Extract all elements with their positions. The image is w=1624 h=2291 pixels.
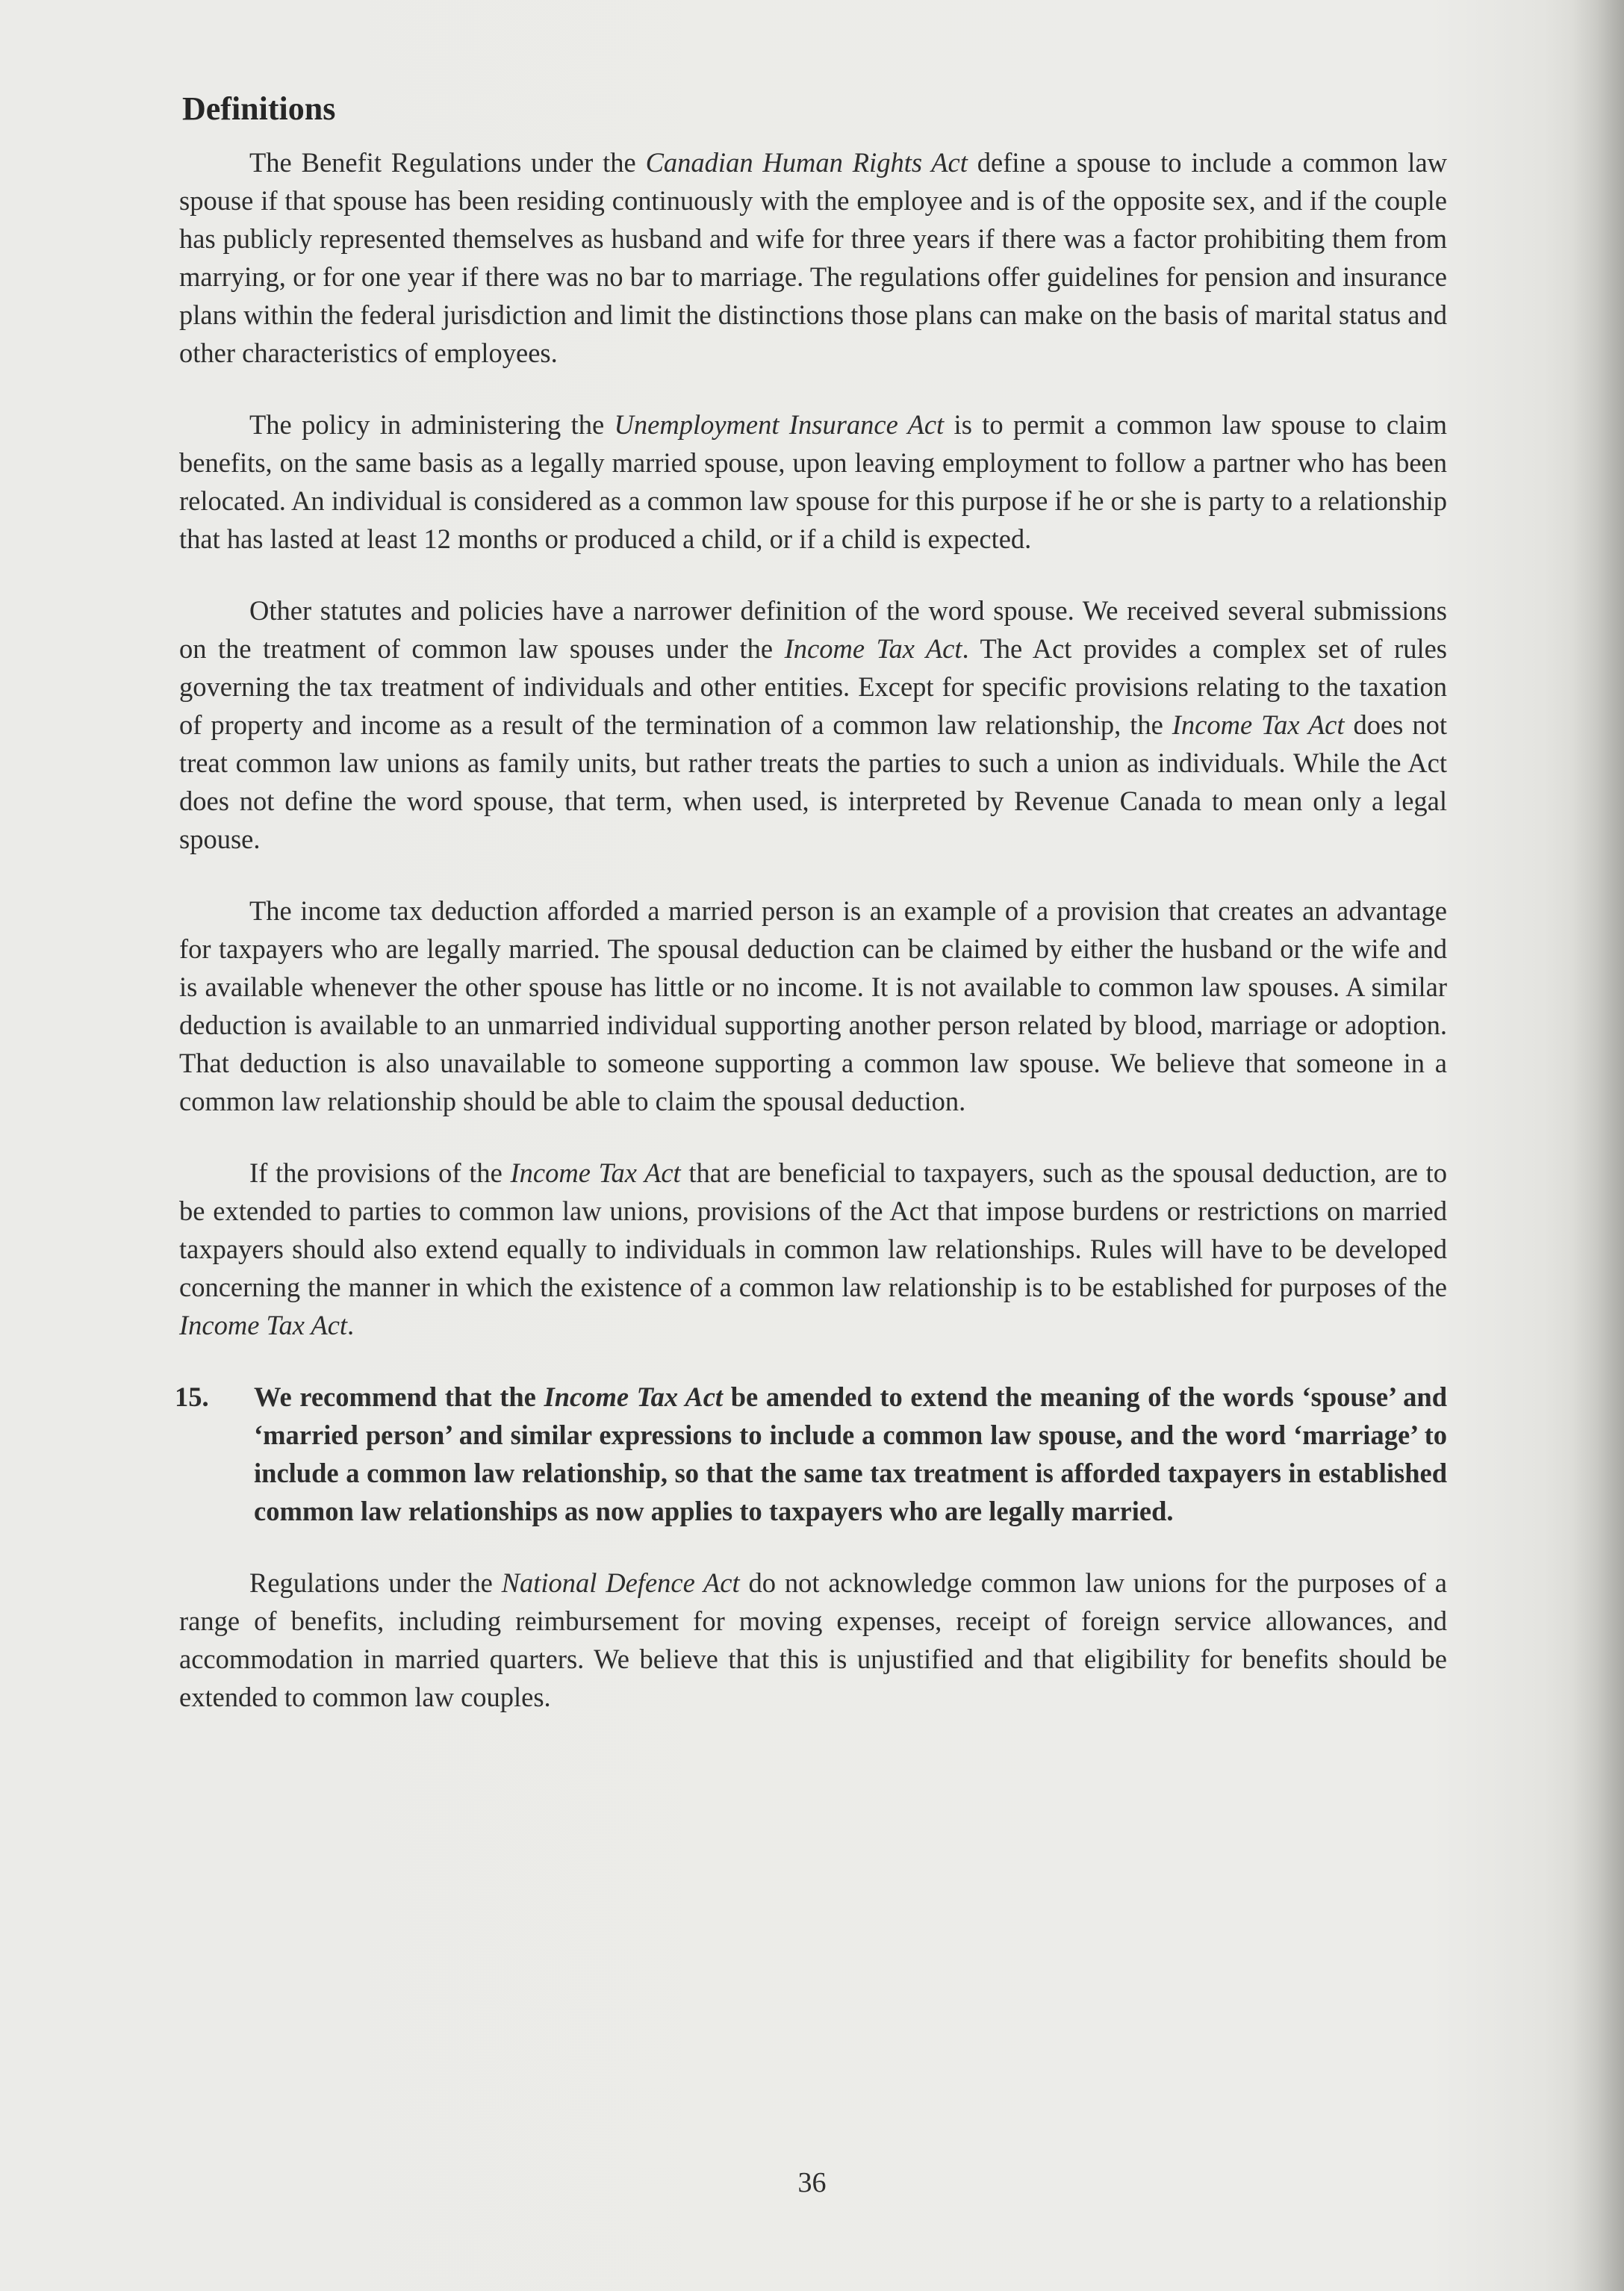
paragraph-beneficial-provisions bbox=[179, 1154, 1447, 1344]
text-run: We recommend that the bbox=[254, 1381, 544, 1412]
text-run: The income tax deduction afforded a married person is an example of a provision that creates an advantage for taxpayers who are legally married. The spousal deduction can be claimed by either the husband or the wife and is available whenever the other spouse has little or no income. It is not available to common law spouses. A similar deduction is available to an unmarried individual supporting another person related by blood, marriage or adoption. That deduction is also unavailable to someone supporting a common law spouse. We believe that someone in a common law relationship should be able to claim the spousal deduction. bbox=[179, 895, 1447, 1116]
text-run: do not acknowledge common law unions for the purposes of a range of benefits, including reimbursement for moving expenses, receipt of foreign service allowances, and accommodation in married quarters. We believe that this is unjustified and that eligibility for benefits should be extended to common law couples. bbox=[179, 1567, 1447, 1712]
recommendation-15 bbox=[175, 1378, 1447, 1530]
text-run: . The Act provides a complex set of rules governing the tax treatment of individuals and other entities. Except for specific provisions relating to the taxation of property and income as a result of the termination of a common law relationship, the bbox=[179, 633, 1447, 740]
text-run: The policy in administering the bbox=[249, 409, 615, 440]
page-content bbox=[175, 88, 1448, 1750]
paragraph-unemployment-insurance bbox=[179, 405, 1447, 558]
italic-title: Unemployment Insurance Act bbox=[614, 409, 945, 440]
text-run: Other statutes and policies have a narrower definition of the word spouse. We received several submissions on the treatment of common law spouses under the bbox=[179, 595, 1447, 664]
text-run: If the provisions of the bbox=[249, 1157, 511, 1188]
italic-title: National Defence Act bbox=[501, 1567, 740, 1598]
italic-title: Canadian Human Rights Act bbox=[645, 147, 968, 178]
italic-title: Income Tax Act bbox=[179, 1310, 348, 1340]
italic-title: Income Tax Act bbox=[544, 1381, 724, 1412]
text-run: that are beneficial to taxpayers, such as the spousal deduction, are to be extended to parties to common law unions, provisions of the Act that impose burdens or restrictions on married taxpayers should also extend equally to individuals in common law relationships. Rules will have to be developed concerning the manner in which the existence of a common law relationship is to be established for purposes of the bbox=[179, 1157, 1447, 1302]
paragraph-other-statutes bbox=[179, 591, 1447, 858]
page-number: 36 bbox=[797, 2167, 827, 2198]
recommendation-text bbox=[254, 1381, 1447, 1526]
italic-title: Income Tax Act bbox=[510, 1157, 681, 1188]
text-run: is to permit a common law spouse to claim benefits, on the same basis as a legally married spouse, upon leaving employment to follow a partner who has been relocated. An individual is considered as a common law spouse for this purpose if he or she is party to a relationship that has lasted at least 12 months or produced a child, or if a child is expected. bbox=[179, 409, 1447, 554]
section-heading: Definitions bbox=[182, 90, 336, 127]
italic-title: Income Tax Act bbox=[784, 633, 962, 664]
binding-shadow bbox=[1572, 0, 1624, 2291]
text-run: Regulations under the bbox=[249, 1567, 502, 1598]
recommendation-number: 15. bbox=[175, 1381, 209, 1412]
paragraph-national-defence bbox=[179, 1564, 1447, 1716]
paragraph-income-tax-deduction bbox=[179, 892, 1447, 1120]
text-run: be amended to extend the meaning of the words ‘spouse’ and ‘married person’ and similar expressions to include a common law spouse, and the word ‘marriage’ to include a common law relationship, so that the same tax treatment is afforded taxpayers in established common law relationships as now applies to taxpayers who are legally married. bbox=[254, 1381, 1447, 1526]
italic-title: Income Tax Act bbox=[1172, 709, 1345, 740]
text-run: . bbox=[347, 1310, 355, 1340]
text-run: does not treat common law unions as family units, but rather treats the parties to such a union as individuals. While the Act does not define the word spouse, that term, when used, is interpreted by Revenue Canada to mean only a legal spouse. bbox=[179, 709, 1447, 854]
paragraph-benefit-regulations bbox=[179, 143, 1447, 372]
text-run: define a spouse to include a common law spouse if that spouse has been residing continuously with the employee and is of the opposite sex, and if the couple has publicly represented themselves as husband and wife for three years if there was a factor prohibiting them from marrying, or for one year if there was no bar to marriage. The regulations offer guidelines for pension and insurance plans within the federal jurisdiction and limit the distinctions those plans can make on the basis of marital status and other characteristics of employees. bbox=[179, 147, 1448, 368]
text-run: The Benefit Regulations under the bbox=[249, 147, 646, 178]
